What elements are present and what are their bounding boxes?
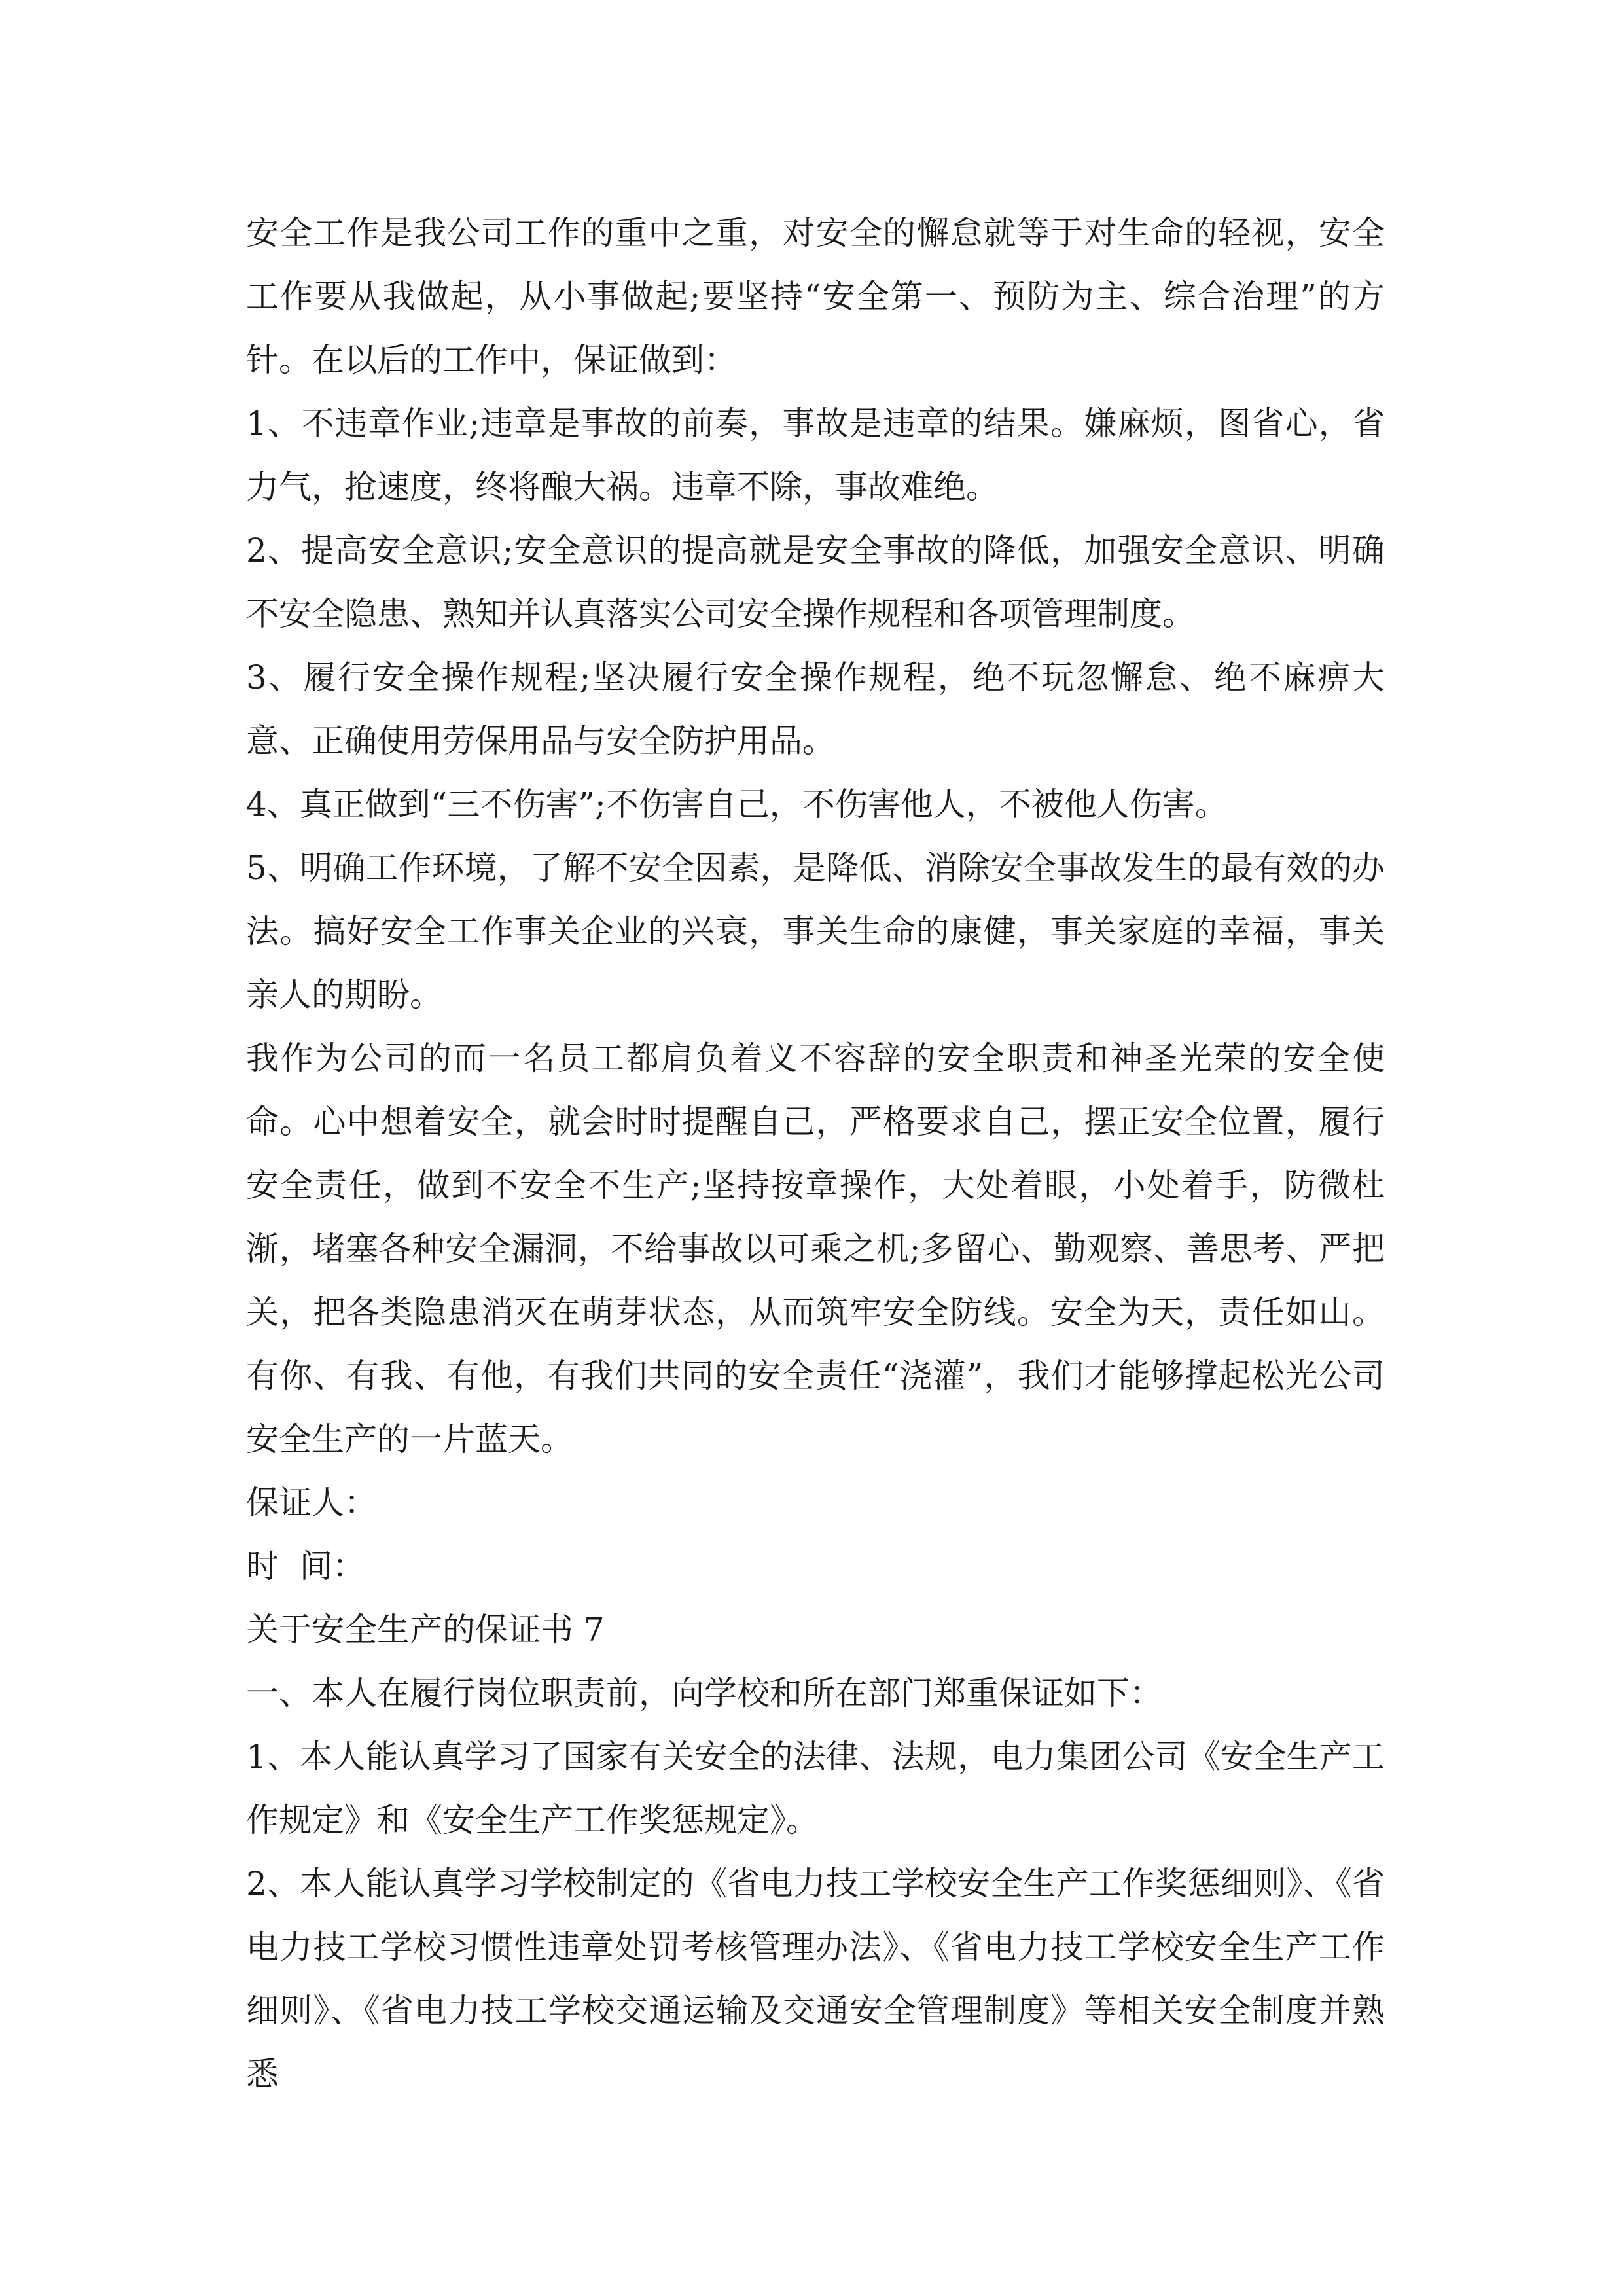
paragraph-commitment: 我作为公司的而一名员工都肩负着义不容辞的安全职责和神圣光荣的安全使命。心中想着安全，就会时时提醒自己，严格要求自己，摆正安全位置，履行安全责任，做到不安全不生产;坚持按章操作，大处着眼，小处着手，防微杜渐，堵塞各种安全漏洞，不给事故以可乘之机;多留心、勤观察、善思考、严把关，把各类隐患消灭在萌芽状态，从而筑牢安全防线。安全为天，责任如山。有你、有我、有他，有我们共同的安全责任“浇灌”，我们才能够撑起松光公司安全生产的一片蓝天。 (246, 1039, 1385, 1458)
paragraph-section-item-1: 1、本人能认真学习了国家有关安全的法律、法规，电力集团公司《安全生产工作规定》和《安全生产工作奖惩规定》。 (246, 1738, 1385, 1839)
guarantor-label: 保证人： (246, 1484, 377, 1522)
paragraph-item-5: 5、明确工作环境，了解不安全因素，是降低、消除安全事故发生的最有效的办法。搞好安全工作事关企业的兴衰，事关生命的康健，事关家庭的幸福，事关亲人的期盼。 (246, 849, 1385, 1014)
document-body (246, 202, 1385, 2106)
paragraph-item-3: 3、履行安全操作规程;坚决履行安全操作规程，绝不玩忽懈怠、绝不麻痹大意、正确使用劳保用品与安全防护用品。 (246, 658, 1385, 760)
section-title: 关于安全生产的保证书 7 (246, 1611, 605, 1649)
paragraph-item-2: 2、提高安全意识;安全意识的提高就是安全事故的降低，加强安全意识、明确不安全隐患、熟知并认真落实公司安全操作规程和各项管理制度。 (246, 531, 1385, 633)
paragraph-item-1: 1、不违章作业;违章是事故的前奏，事故是违章的结果。嫌麻烦，图省心，省力气，抢速度，终将酿大祸。违章不除，事故难绝。 (246, 404, 1385, 506)
paragraph-item-4: 4、真正做到“三不伤害”;不伤害自己，不伤害他人，不被他人伤害。 (246, 785, 1228, 823)
paragraph-section-item-2: 2、本人能认真学习学校制定的《省电力技工学校安全生产工作奖惩细则》、《省电力技工学校习惯性违章处罚考核管理办法》、《省电力技工学校安全生产工作细则》、《省电力技工学校交通运输及交通安全管理制度》等相关安全制度并熟悉 (246, 1865, 1385, 2093)
time-label: 时 间： (246, 1547, 365, 1585)
paragraph-section-intro: 一、本人在履行岗位职责前，向学校和所在部门郑重保证如下： (246, 1674, 1162, 1712)
paragraph-intro: 安全工作是我公司工作的重中之重，对安全的懈怠就等于对生命的轻视，安全工作要从我做起，从小事做起;要坚持“安全第一、预防为主、综合治理”的方针。在以后的工作中，保证做到： (246, 214, 1385, 379)
